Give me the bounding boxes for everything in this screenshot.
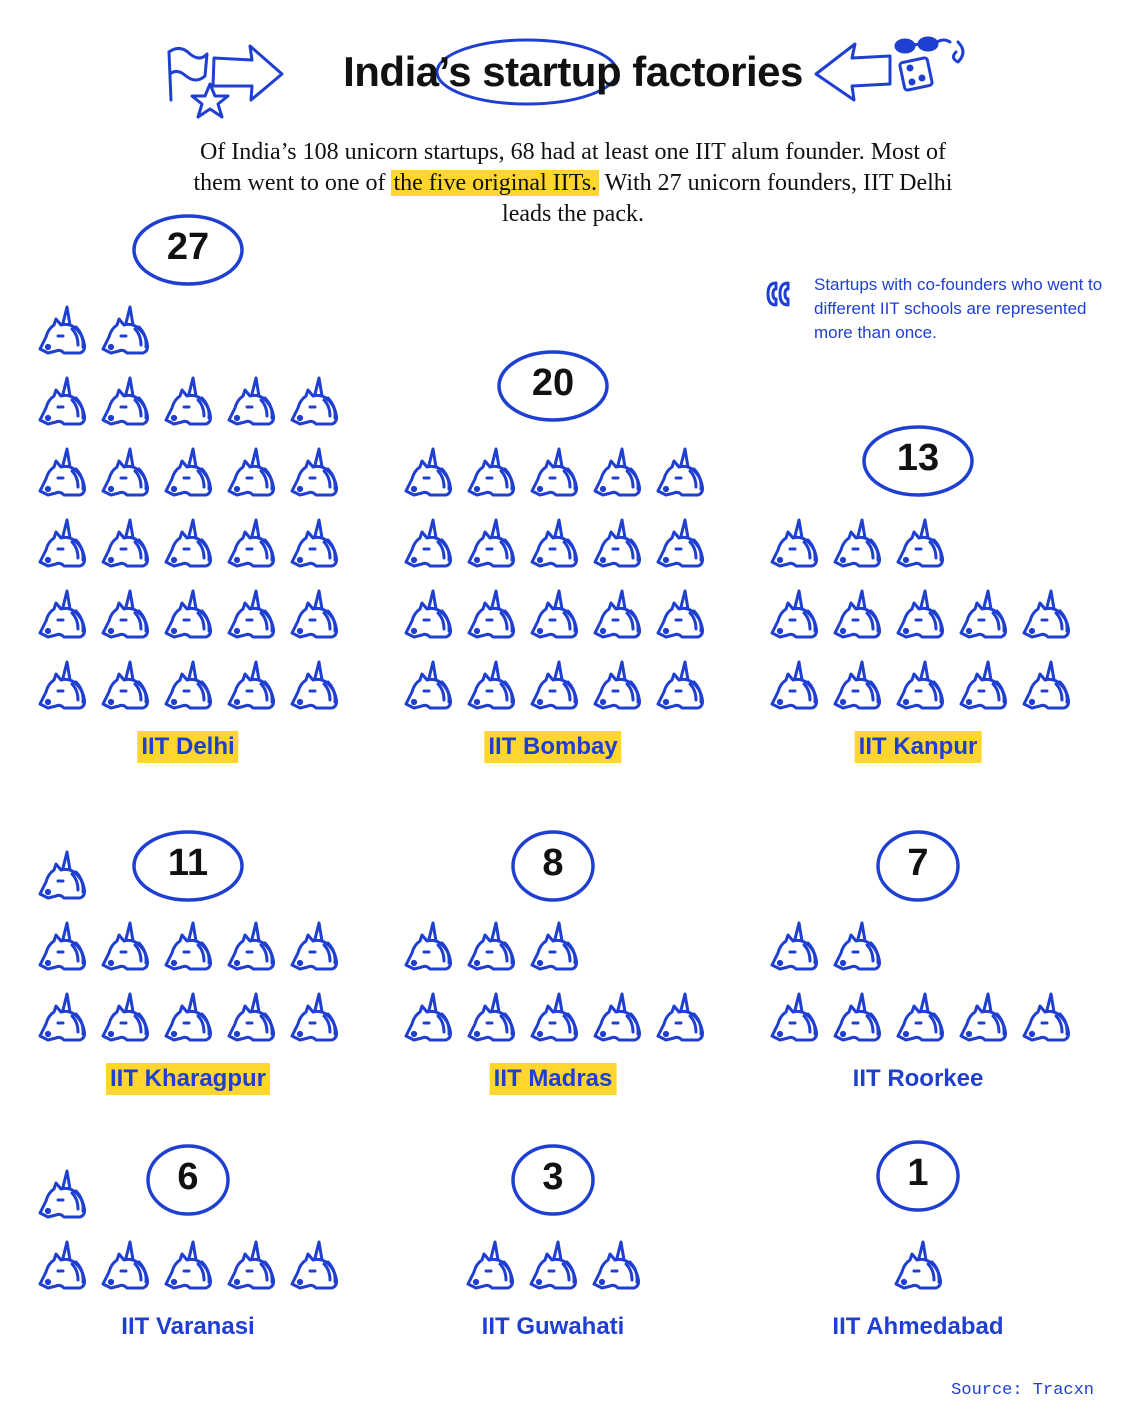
unicorn-icon [40,307,85,353]
unicorn-icon [229,1242,274,1288]
title-part-after: factories [621,48,803,95]
category-label: IIT Kanpur [855,731,982,763]
unicorn-icon [166,662,211,708]
unicorn-icon [772,923,817,969]
subtitle-part-2: With 27 unicorn founders, IIT Delhi leads the pack. [502,170,953,227]
unicorn-icon [835,662,880,708]
unicorn-icon [595,994,640,1040]
unicorn-icon [103,662,148,708]
unicorn-icon [468,1242,513,1288]
unicorn-icon [166,520,211,566]
count-value: 1 [907,1152,929,1194]
source-note: Source: Tracxn [951,1381,1094,1400]
unicorn-icon [103,449,148,495]
unicorn-icon [469,994,514,1040]
unicorn-icon [292,378,337,424]
unicorn-icon [898,994,943,1040]
unicorn-icon [406,923,451,969]
unicorn-icon [594,1242,639,1288]
unicorn-icon [103,307,148,353]
unicorn-icon [103,378,148,424]
title-part-circled: startup [482,48,622,95]
unicorn-icon [40,591,85,637]
unicorn-icon [406,994,451,1040]
unicorn-icon [406,449,451,495]
unicorn-icon [658,449,703,495]
unicorn-icon [595,662,640,708]
unicorn-icon [772,994,817,1040]
unicorn-icon [40,520,85,566]
unicorn-icon [961,591,1006,637]
unicorn-icon [40,994,85,1040]
count-value: 13 [896,437,940,479]
unicorn-icon [166,1242,211,1288]
unicorn-icon [469,662,514,708]
unicorn-icon [772,662,817,708]
unicorn-icon [469,923,514,969]
unicorn-icon [469,591,514,637]
category-label: IIT Ahmedabad [832,1313,1004,1340]
subtitle [173,137,973,230]
unicorn-icon [406,662,451,708]
unicorn-icon [531,1242,576,1288]
count-value: 27 [166,226,210,268]
unicorn-icon [292,520,337,566]
unicorn-icon [166,378,211,424]
unicorn-icon [40,923,85,969]
unicorn-icon [229,923,274,969]
unicorn-icon [835,923,880,969]
unicorn-icon [835,520,880,566]
unicorn-icon [406,520,451,566]
unicorn-icon [103,923,148,969]
unicorn-icon [1024,662,1069,708]
unicorn-icon [166,591,211,637]
unicorn-icon [898,520,943,566]
unicorn-icon [898,591,943,637]
unicorn-icon [40,1171,85,1217]
unicorn-icon [103,591,148,637]
unicorn-icon [961,662,1006,708]
category-label: IIT Roorkee [852,1065,984,1092]
unicorn-icon [835,591,880,637]
unicorn-icon [292,994,337,1040]
unicorn-icon [532,591,577,637]
unicorn-icon [1024,994,1069,1040]
category-label: IIT Guwahati [481,1313,625,1340]
subtitle-part-1: Of India’s 108 unicorn startups, 68 had at least one IIT alum founder. Most of them went to one of [193,139,947,196]
unicorn-icon [40,378,85,424]
unicorn-icon [292,1242,337,1288]
unicorn-icon [896,1242,941,1288]
unicorn-icon [103,994,148,1040]
unicorn-icon [772,520,817,566]
unicorn-icon [658,662,703,708]
unicorn-stack-icon [764,277,798,311]
unicorn-icon [292,662,337,708]
category-label: IIT Delhi [137,731,238,763]
unicorn-icon [595,520,640,566]
unicorn-icon [40,1242,85,1288]
unicorn-icon [292,923,337,969]
count-value: 11 [167,842,209,884]
page-title [0,48,1146,96]
unicorn-icon [961,994,1006,1040]
unicorn-icon [532,449,577,495]
unicorn-icon [229,662,274,708]
title-part-before: India’s [343,48,483,95]
unicorn-icon [166,449,211,495]
unicorn-icon [658,591,703,637]
unicorn-icon [103,1242,148,1288]
unicorn-icon [1024,591,1069,637]
unicorn-icon [166,923,211,969]
unicorn-icon [595,591,640,637]
unicorn-icon [229,378,274,424]
unicorn-icon [406,591,451,637]
category-label: IIT Madras [490,1063,617,1095]
unicorn-icon [292,591,337,637]
unicorn-icon [532,662,577,708]
unicorn-icon [229,591,274,637]
unicorn-icon [40,662,85,708]
unicorn-icon [469,449,514,495]
unicorn-icon [103,520,148,566]
count-value: 20 [531,362,575,404]
unicorn-icon [229,994,274,1040]
unicorn-icon [40,449,85,495]
unicorn-icon [229,520,274,566]
unicorn-icon [469,520,514,566]
unicorn-icon [658,994,703,1040]
unicorn-icon [658,520,703,566]
unicorn-icon [772,591,817,637]
unicorn-icon [40,852,85,898]
count-value: 6 [177,1156,199,1198]
unicorn-icon [292,449,337,495]
count-value: 3 [542,1156,564,1198]
unicorn-icon [532,994,577,1040]
category-label: IIT Bombay [484,731,621,763]
category-label: IIT Kharagpur [106,1063,270,1095]
count-value: 8 [542,842,564,884]
note-text: Startups with co-founders who went to different IIT schools are represented more than once. [814,275,1103,342]
category-label: IIT Varanasi [121,1313,255,1340]
unicorn-icon [532,520,577,566]
unicorn-icon [595,449,640,495]
subtitle-highlight: the five original IITs. [393,170,598,196]
unicorn-icon [532,923,577,969]
unicorn-icon [898,662,943,708]
count-value: 7 [907,842,929,884]
unicorn-icon [229,449,274,495]
unicorn-icon [835,994,880,1040]
unicorn-icon [166,994,211,1040]
